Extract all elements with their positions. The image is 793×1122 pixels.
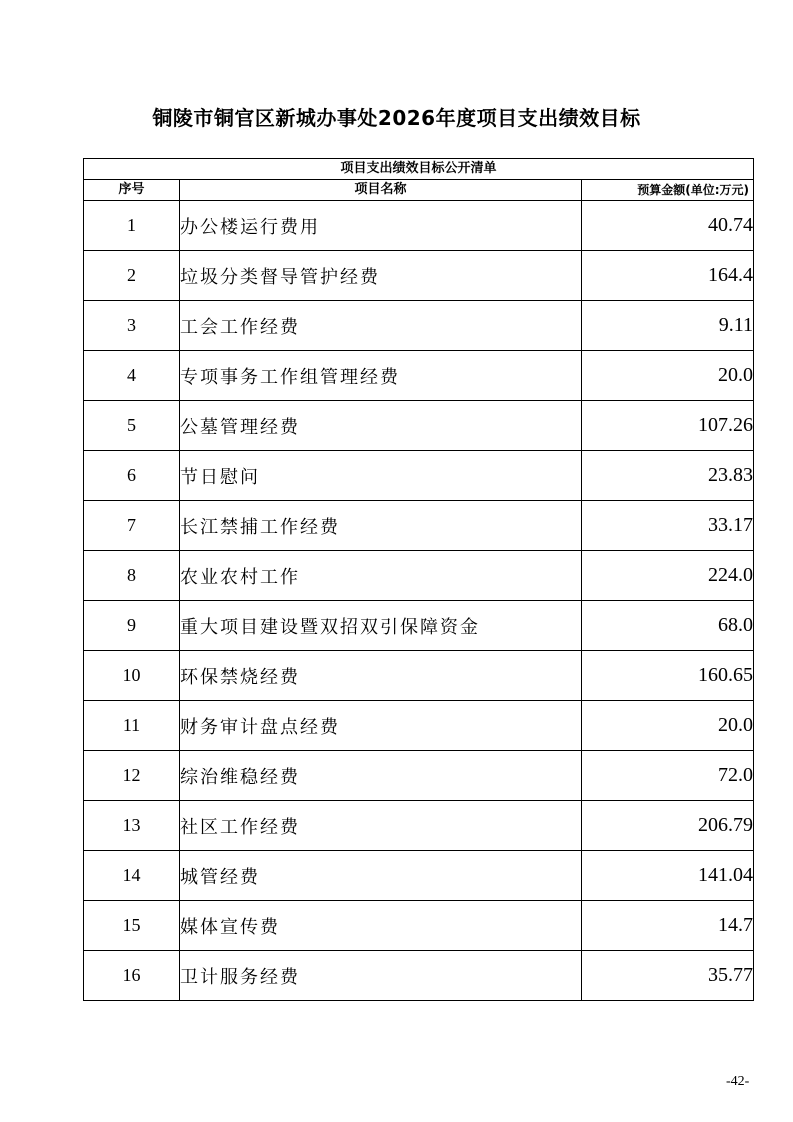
row-index-cell: 7 — [84, 501, 180, 551]
project-name-cell: 重大项目建设暨双招双引保障资金 — [180, 601, 582, 651]
budget-amount-cell: 40.74 — [582, 201, 754, 251]
table-row — [84, 201, 754, 251]
budget-amount-cell: 160.65 — [582, 651, 754, 701]
row-index-cell: 8 — [84, 551, 180, 601]
budget-amount-cell: 35.77 — [582, 951, 754, 1001]
row-index-cell: 2 — [84, 251, 180, 301]
row-index-cell: 5 — [84, 401, 180, 451]
project-name-cell: 长江禁捕工作经费 — [180, 501, 582, 551]
row-index-cell: 1 — [84, 201, 180, 251]
budget-amount-cell: 206.79 — [582, 801, 754, 851]
project-name-cell: 办公楼运行费用 — [180, 201, 582, 251]
table-row — [84, 501, 754, 551]
row-index-cell: 12 — [84, 751, 180, 801]
table-body — [84, 201, 754, 1001]
table-row — [84, 401, 754, 451]
table-row — [84, 301, 754, 351]
project-name-cell: 节日慰问 — [180, 451, 582, 501]
row-index-cell: 16 — [84, 951, 180, 1001]
project-name-cell: 卫计服务经费 — [180, 951, 582, 1001]
budget-amount-cell: 164.4 — [582, 251, 754, 301]
row-index-cell: 10 — [84, 651, 180, 701]
budget-amount-cell: 72.0 — [582, 751, 754, 801]
table-row — [84, 451, 754, 501]
budget-amount-cell: 14.7 — [582, 901, 754, 951]
table-row — [84, 901, 754, 951]
budget-amount-cell: 20.0 — [582, 351, 754, 401]
table-row — [84, 251, 754, 301]
table-row — [84, 651, 754, 701]
budget-amount-cell: 224.0 — [582, 551, 754, 601]
row-index-cell: 9 — [84, 601, 180, 651]
table-row — [84, 601, 754, 651]
project-name-cell: 农业农村工作 — [180, 551, 582, 601]
column-header-amount: 预算金额(单位:万元) — [582, 180, 754, 201]
row-index-cell: 3 — [84, 301, 180, 351]
project-name-cell: 城管经费 — [180, 851, 582, 901]
budget-table — [83, 158, 754, 1001]
project-name-cell: 综治维稳经费 — [180, 751, 582, 801]
budget-amount-cell: 141.04 — [582, 851, 754, 901]
table-header-row — [84, 180, 754, 201]
table-row — [84, 951, 754, 1001]
table-caption-row — [84, 159, 754, 180]
budget-amount-cell: 107.26 — [582, 401, 754, 451]
project-name-cell: 财务审计盘点经费 — [180, 701, 582, 751]
project-name-cell: 环保禁烧经费 — [180, 651, 582, 701]
table-caption: 项目支出绩效目标公开清单 — [84, 159, 754, 180]
row-index-cell: 13 — [84, 801, 180, 851]
project-name-cell: 公墓管理经费 — [180, 401, 582, 451]
table-row — [84, 851, 754, 901]
budget-amount-cell: 23.83 — [582, 451, 754, 501]
table-row — [84, 551, 754, 601]
budget-amount-cell: 33.17 — [582, 501, 754, 551]
project-name-cell: 垃圾分类督导管护经费 — [180, 251, 582, 301]
column-header-name: 项目名称 — [180, 180, 582, 201]
row-index-cell: 6 — [84, 451, 180, 501]
project-name-cell: 社区工作经费 — [180, 801, 582, 851]
row-index-cell: 15 — [84, 901, 180, 951]
row-index-cell: 14 — [84, 851, 180, 901]
column-header-index: 序号 — [84, 180, 180, 201]
table-row — [84, 801, 754, 851]
budget-amount-cell: 68.0 — [582, 601, 754, 651]
table-row — [84, 351, 754, 401]
page-title: 铜陵市铜官区新城办事处2026年度项目支出绩效目标 — [152, 106, 641, 130]
budget-amount-cell: 20.0 — [582, 701, 754, 751]
table-row — [84, 701, 754, 751]
page-number: -42- — [726, 1074, 750, 1089]
project-name-cell: 专项事务工作组管理经费 — [180, 351, 582, 401]
table-row — [84, 751, 754, 801]
row-index-cell: 11 — [84, 701, 180, 751]
project-name-cell: 工会工作经费 — [180, 301, 582, 351]
budget-amount-cell: 9.11 — [582, 301, 754, 351]
row-index-cell: 4 — [84, 351, 180, 401]
project-name-cell: 媒体宣传费 — [180, 901, 582, 951]
